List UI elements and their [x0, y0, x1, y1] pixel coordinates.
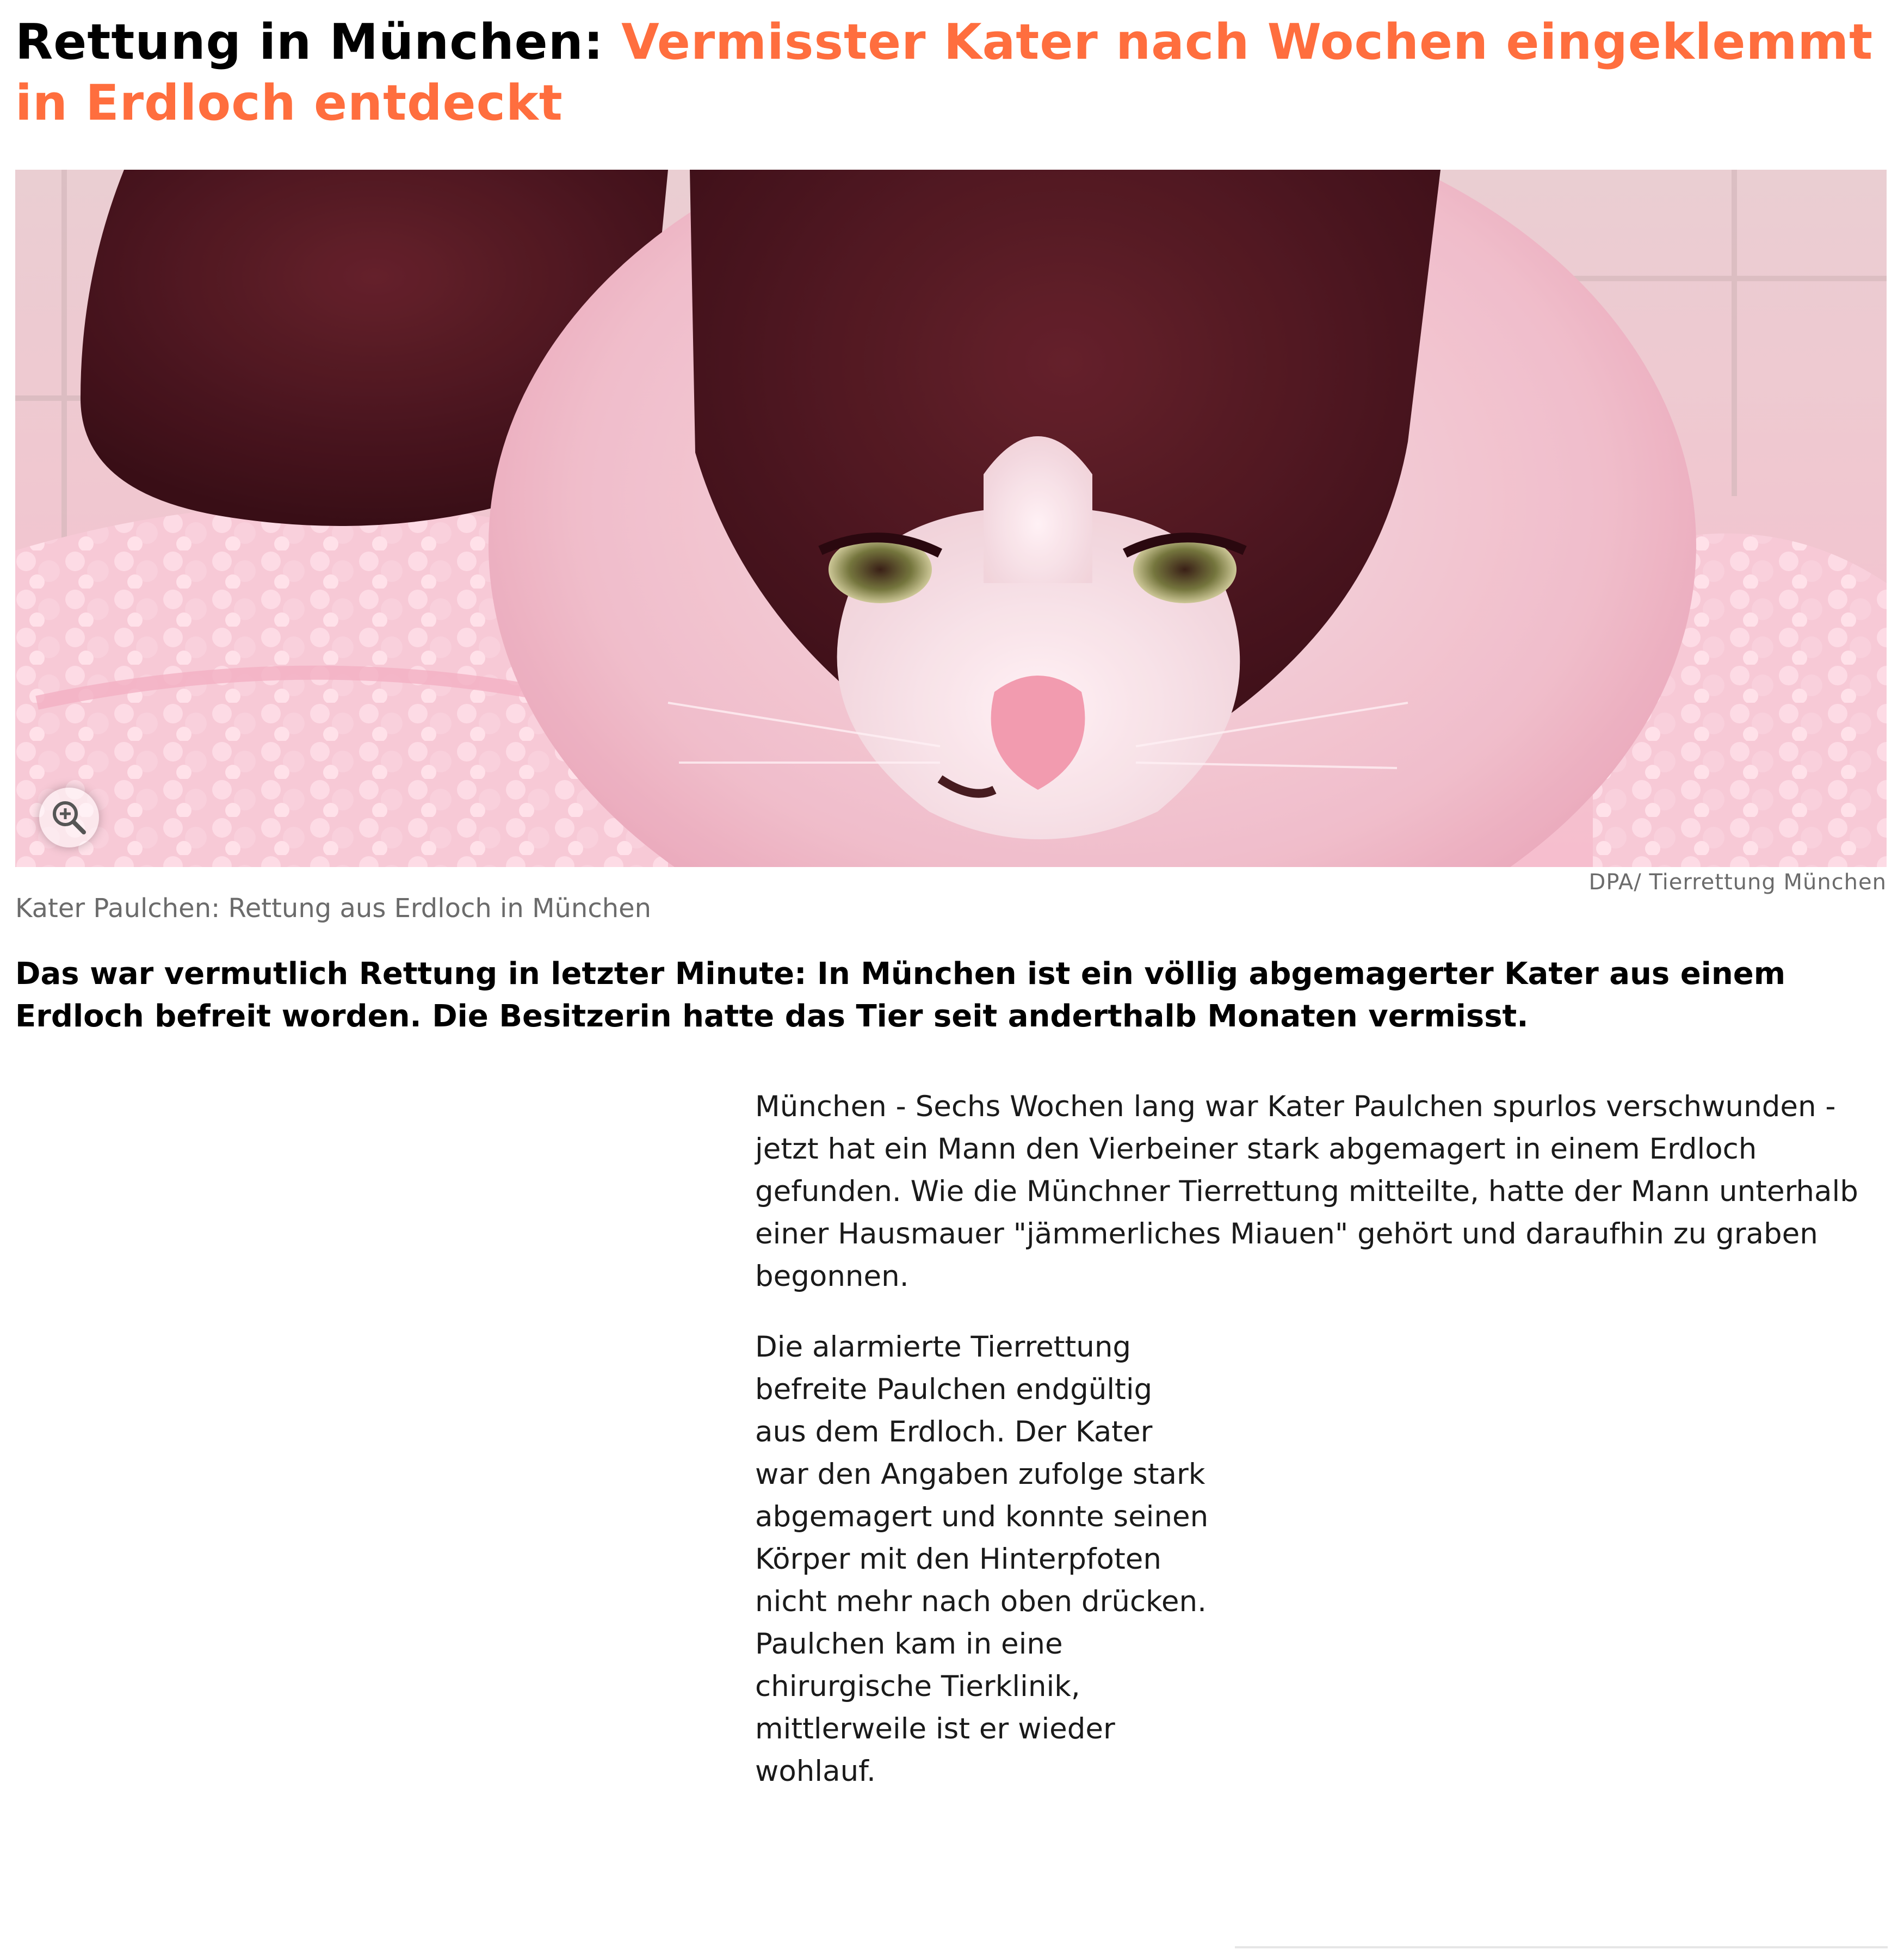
article-paragraph-2: Die alarmierte Tierrettung befreite Paulchen endgültig aus dem Erdloch. Der Kater war den Angaben zufolge stark abgemagert und konnte seinen Körper mit den Hinterpfoten nicht mehr nach oben drücken. Paulchen kam in eine chirurgische Tierklinik, mittlerweile ist er wieder wohlauf. [755, 1330, 1209, 1788]
image-credit: DPA/ Tierrettung München [1588, 870, 1887, 895]
magnifier-plus-glyph [48, 796, 90, 839]
bottom-divider [1235, 1946, 1888, 1948]
article-lead: Das war vermutlich Rettung in letzter Minute: In München ist ein völlig abgemagerter Kater aus einem Erdloch befreit worden. Die Besitzerin hatte das Tier seit anderthalb Monaten vermisst. [15, 956, 1786, 1034]
headline-title: Vermisster Kater nach Wochen eingeklemmt in Erdloch entdeckt [15, 14, 1874, 132]
headline-kicker: Rettung in München: [15, 14, 604, 71]
article-paragraph-1: München - Sechs Wochen lang war Kater Paulchen spurlos verschwunden - jetzt hat ein Mann den Vierbeiner stark abgemagert in einem Erdloch gefunden. Wie die Münchner Tierrettung mitteilte, hatte der Mann unterhalb einer Hausmauer "jämmerliches Miauen" gehört und daraufhin zu graben begonnen. [755, 1090, 1858, 1293]
article-headline [15, 12, 1892, 134]
image-caption: Kater Paulchen: Rettung aus Erdloch in München [15, 893, 652, 924]
cat-photo [15, 170, 1887, 867]
article-hero-image[interactable] [15, 170, 1887, 867]
zoom-in-icon[interactable] [39, 788, 99, 847]
